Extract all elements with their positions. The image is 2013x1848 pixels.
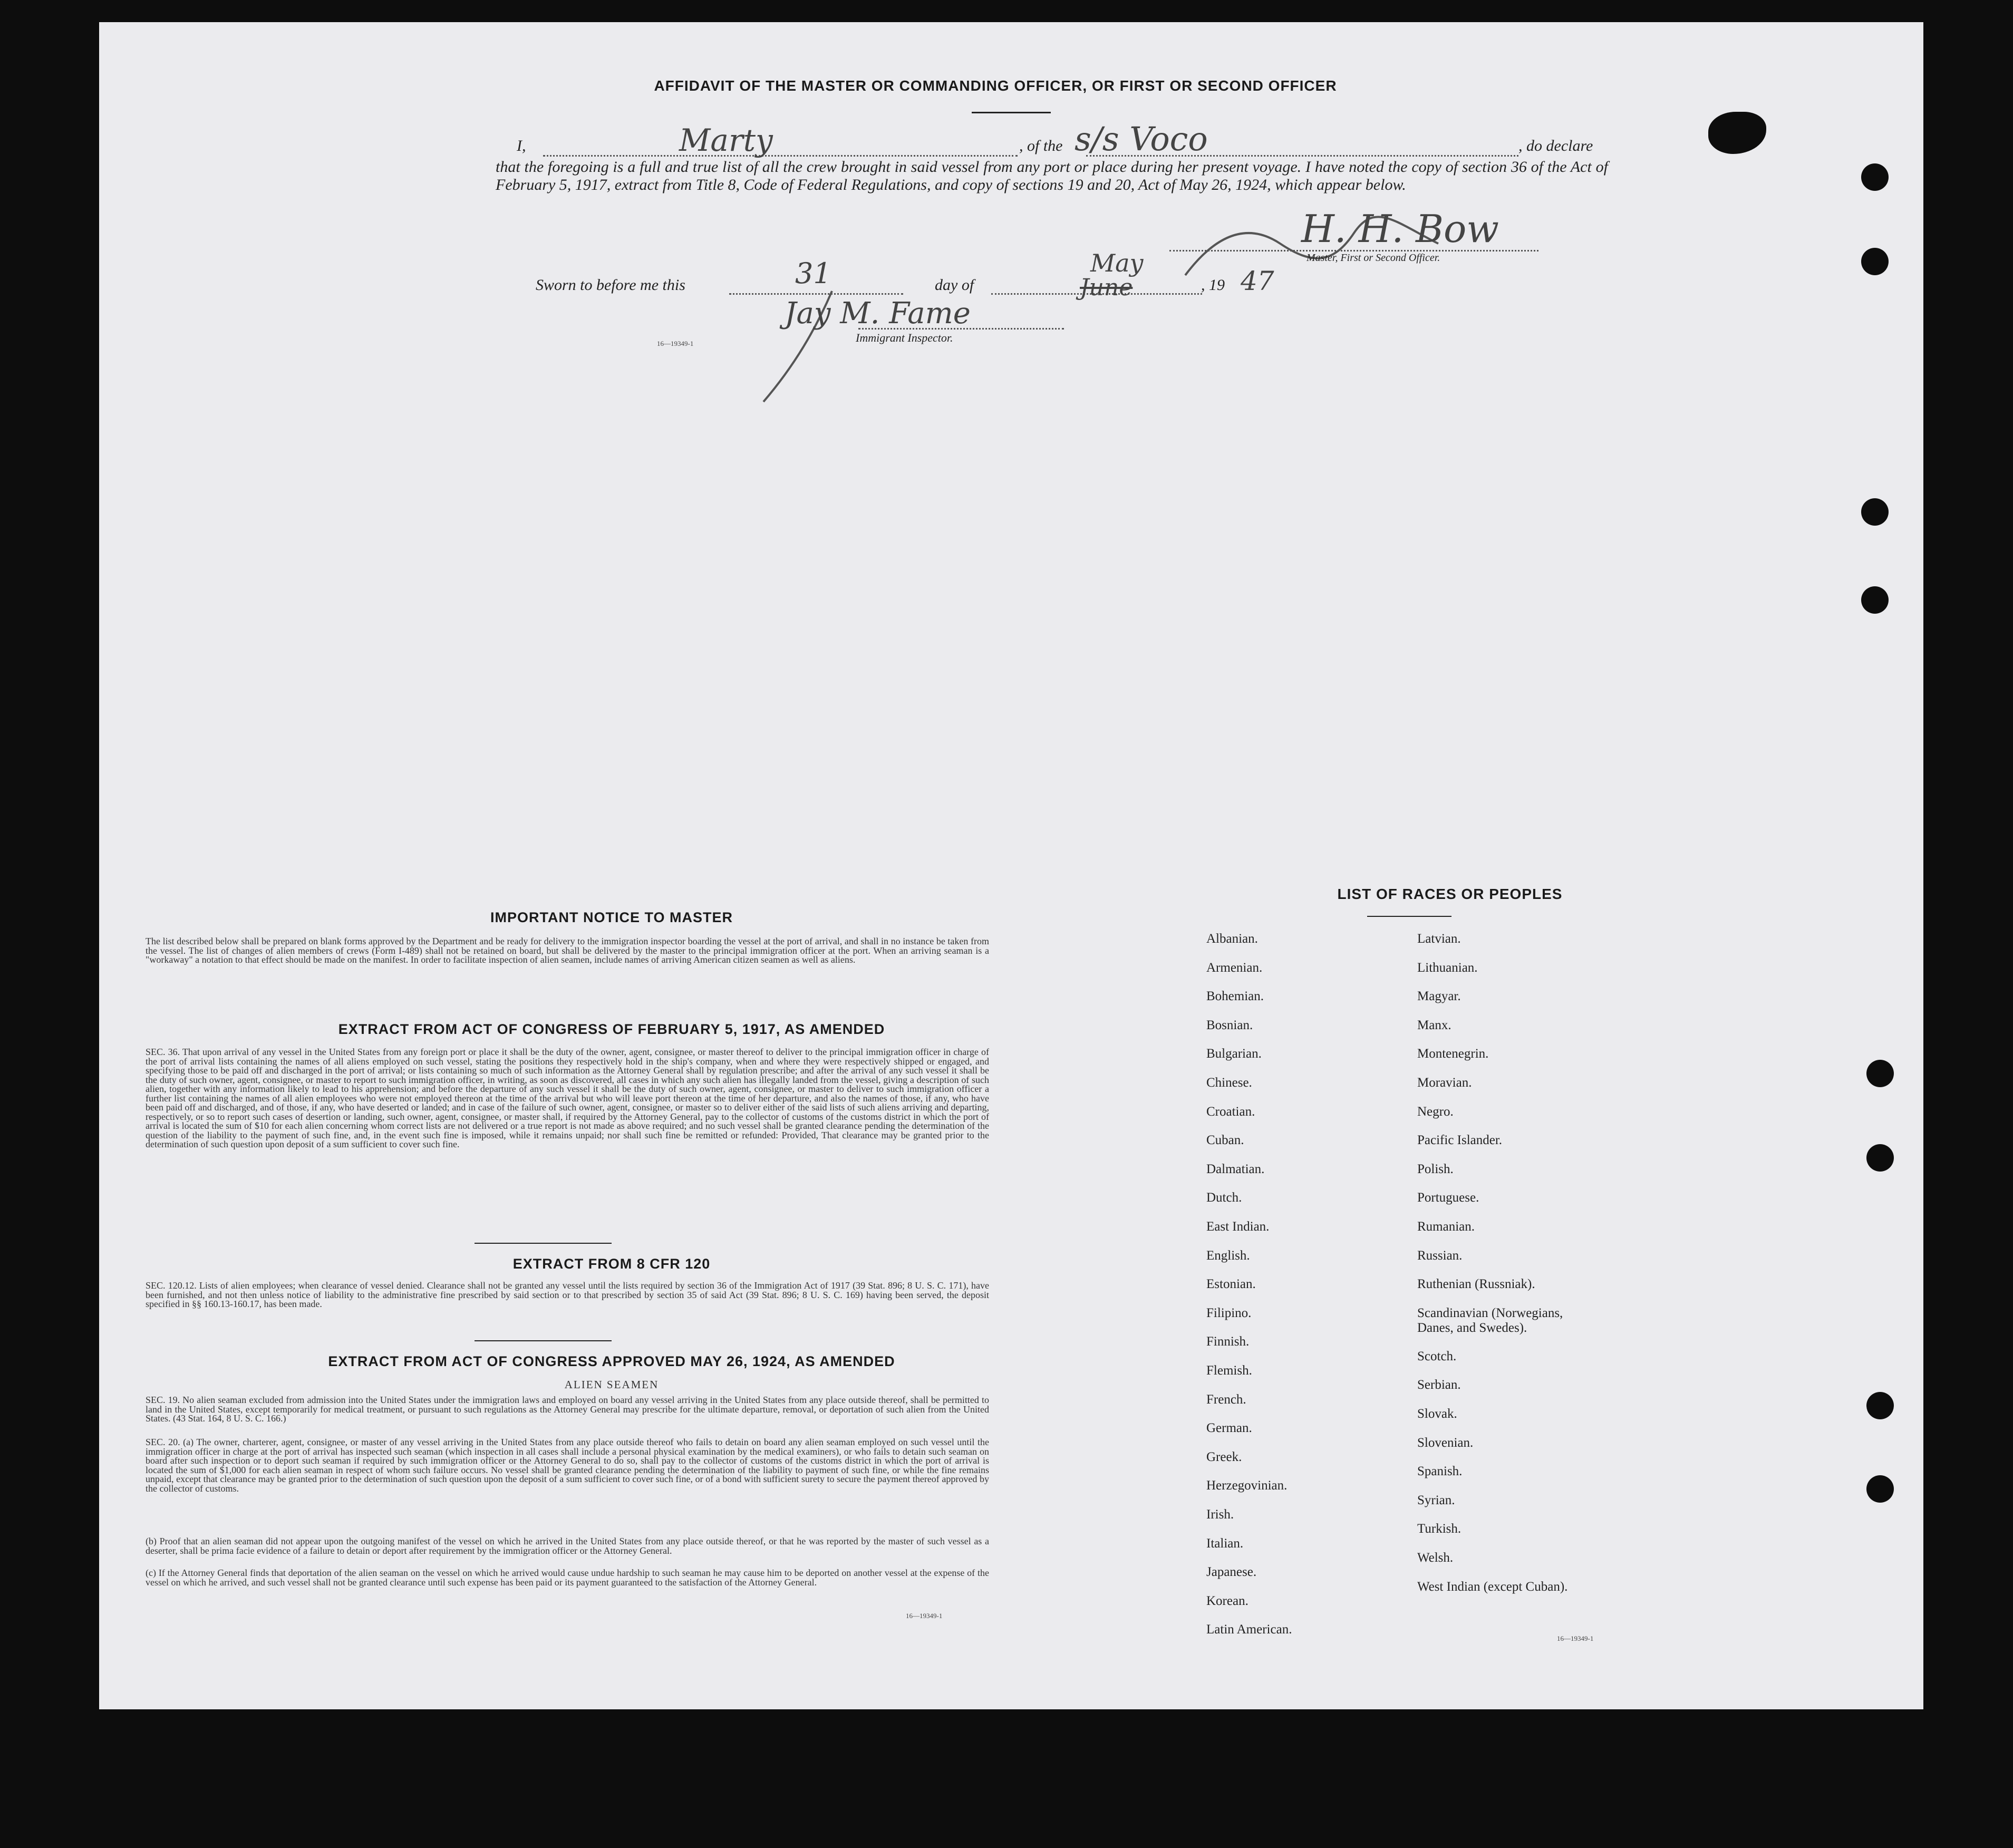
race-item: Polish. <box>1417 1162 1454 1176</box>
extract-cfr-text: SEC. 120.12. Lists of alien employees; when clearance of vessel denied. Clearance shall not be granted any vessel until the lists required by section 36 of the Immigration Act of 1917 (39 Stat. 896; 8 U. S. C. 171), have been furnished, and not then unless notice of liability to the administrative fine prescribed by said section or to that prescribed by section 35 of said Act (39 Stat. 896; 8 U. S. C. 169) having been served, the deposit specified in §§ 160.13-160.17, has been made. <box>146 1280 989 1309</box>
sec20c-text: (c) If the Attorney General finds that deportation of the alien seaman on the vessel on which he arrived would cause undue hardship to such seaman he may cause him to be deported on another vessel at the expense of the vessel on which he arrived, and such vessel shall not be granted clearance until such expense has been paid or its payment guaranteed to the satisfaction of the Attorney General. <box>146 1568 989 1588</box>
form-number-left: 16—19349-1 <box>906 1612 943 1620</box>
race-item: Scandinavian (Norwegians, <box>1417 1305 1563 1320</box>
declare-label: , do declare <box>1518 137 1593 154</box>
race-item: Ruthenian (Russniak). <box>1417 1277 1535 1292</box>
sworn-label: Sworn to before me this <box>536 276 685 294</box>
inspector-label: Immigrant Inspector. <box>856 331 953 344</box>
race-item: Serbian. <box>1417 1378 1461 1392</box>
binder-hole <box>1861 163 1889 191</box>
sec20b-text: (b) Proof that an alien seaman did not appear upon the outgoing manifest of the vessel on which he arrived in the United States from any place outside thereof, or that he was reported by the master of such vessel as a deserter, shall be prima facie evidence of a failure to detain or deport after requirement by the immigration officer or the Attorney General. <box>146 1536 989 1556</box>
name-handwritten: Marty <box>679 122 773 158</box>
alien-seamen-subtitle: ALIEN SEAMEN <box>564 1378 659 1391</box>
of-the-label: , of the <box>1019 137 1063 154</box>
race-item: Finnish. <box>1206 1334 1250 1349</box>
inspector-signature: Jay M. Fame <box>785 296 971 331</box>
race-item: Japanese. <box>1206 1565 1257 1580</box>
extract-1924-title: EXTRACT FROM ACT OF CONGRESS APPROVED MAY 26, 1924, AS AMENDED <box>328 1353 895 1369</box>
race-item: Dalmatian. <box>1206 1162 1265 1176</box>
year-prefix: , 19 <box>1201 276 1225 294</box>
extract-1917-text: SEC. 36. That upon arrival of any vessel in the United States from any foreign port or place it shall be the duty of the owner, agent, consignee, or master thereof to deliver to the principal immigration officer in charge of the port of arrival lists containing the names of all aliens employed on such vessel, stating the positions they respectively hold in the ship's company, when and where they were respectively shipped or engaged, and specifying those to be paid off and discharged in the port of arrival; or lists containing so much of such information as the Attorney General shall by regulation prescribe; and after the arrival of any such vessel it shall be the duty of such owner, agent, consignee, or master to report to such immigration officer, in writing, as soon as discovered, all cases in which any such alien has illegally landed from the vessel, giving a description of such alien, together with any information likely to lead to his apprehension; and before the departure of any such vessel it shall be the duty of such owner, agent, consignee, or master to deliver to such immigration officer a further list containing the names of all alien employees who were not employed thereon at the time of the arrival but who will leave port thereon at the time of her departure, and also the names of those, if any, who have been paid off and discharged, and of those, if any, who have deserted or landed; and in case of the failure of such owner, agent, consignee, or master so to deliver either of the said lists of such aliens arriving and departing, respectively, or so to report such cases of desertion or landing, such owner, agent, consignee, or master shall, if required by the Attorney General, pay to the collector of customs of the customs district in which the port of arrival is located the sum of $10 for each alien concerning whom correct lists are not delivered or a true report is not made as above required; and no such vessel shall be granted clearance pending the determination of the question of the liability to the payment of such fine, and, in the event such fine is imposed, while it remains unpaid; nor shall such fine be remitted or refunded: Provided, That clearance may be granted prior to the determination of such question upon deposit of a sum sufficient to cover such fine. <box>146 1047 989 1149</box>
race-item: German. <box>1206 1421 1252 1436</box>
notice-title: IMPORTANT NOTICE TO MASTER <box>490 910 733 925</box>
race-item: West Indian (except Cuban). <box>1417 1579 1568 1594</box>
races-title: LIST OF RACES OR PEOPLES <box>1337 886 1563 902</box>
divider-2 <box>475 1340 612 1341</box>
race-item: Armenian. <box>1206 960 1263 975</box>
race-item: Welsh. <box>1417 1551 1454 1565</box>
notice-text: The list described below shall be prepared on blank forms approved by the Department and be ready for delivery to the immigration inspector boarding the vessel at the port of arrival, and shall in no instance be taken from the vessel. The list of changes of alien members of crews (Form I-489) shall not be retained on board, but shall be delivered by the master to the principal immigration officer at the port. When an arriving seaman is a "workaway" a notation to that effect should be made on the manifest. In order to facilitate inspection of alien seamen, include names of arriving American citizen seamen as well as aliens. <box>146 936 989 965</box>
race-item: Magyar. <box>1417 989 1461 1004</box>
race-item: Pacific Islander. <box>1417 1133 1503 1148</box>
vessel-handwritten: s/s Voco <box>1075 120 1208 158</box>
month-handwritten: May <box>1090 249 1144 277</box>
affidavit-title: AFFIDAVIT OF THE MASTER OR COMMANDING OFFICER, OR FIRST OR SECOND OFFICER <box>654 78 1337 94</box>
race-item: Bosnian. <box>1206 1018 1253 1032</box>
race-item: Lithuanian. <box>1417 960 1478 975</box>
race-item: Greek. <box>1206 1449 1242 1464</box>
master-signature: H. H. Bow <box>1301 207 1499 251</box>
extract-cfr-title: EXTRACT FROM 8 CFR 120 <box>512 1256 711 1272</box>
race-item: Dutch. <box>1206 1191 1242 1205</box>
binder-hole <box>1866 1475 1894 1503</box>
race-item: Estonian. <box>1206 1277 1256 1292</box>
name-line <box>543 155 1018 157</box>
binder-hole <box>1866 1392 1894 1419</box>
day-handwritten: 31 <box>795 257 831 290</box>
race-item: Russian. <box>1417 1248 1463 1263</box>
race-item: Slovenian. <box>1417 1435 1474 1450</box>
divider-1 <box>475 1243 612 1244</box>
title-underline <box>972 112 1051 113</box>
binder-hole <box>1866 1144 1894 1172</box>
month-struck: June <box>1080 274 1133 301</box>
races-underline <box>1367 916 1451 917</box>
race-item: Rumanian. <box>1417 1220 1475 1234</box>
race-item: Negro. <box>1417 1104 1454 1119</box>
master-label: Master, First or Second Officer. <box>1306 252 1440 264</box>
race-item: Irish. <box>1206 1507 1234 1522</box>
year-handwritten: 47 <box>1241 266 1274 296</box>
race-item: Korean. <box>1206 1593 1249 1608</box>
race-item: Latin American. <box>1206 1622 1292 1637</box>
race-item: Syrian. <box>1417 1493 1455 1507</box>
race-item: Cuban. <box>1206 1133 1244 1148</box>
sec19-text: SEC. 19. No alien seaman excluded from admission into the United States under the immigration laws and employed on board any vessel arriving in the United States from any place outside thereof, shall be permitted to land in the United States, except temporarily for medical treatment, or pursuant to such regulations as the Attorney General may prescribe for the ultimate departure, removal, or deportation of such alien from the United States. (43 Stat. 164, 8 U. S. C. 166.) <box>146 1395 989 1424</box>
form-number-top: 16—19349-1 <box>657 340 694 347</box>
extract-1917-title: EXTRACT FROM ACT OF CONGRESS OF FEBRUARY 5, 1917, AS AMENDED <box>338 1021 885 1037</box>
binder-hole <box>1861 586 1889 614</box>
binder-hole <box>1861 498 1889 526</box>
race-item: Latvian. <box>1417 932 1461 946</box>
day-of-label: day of <box>935 276 974 294</box>
binder-hole <box>1866 1060 1894 1087</box>
race-item: Turkish. <box>1417 1522 1462 1536</box>
binder-hole <box>1861 248 1889 275</box>
race-item: Moravian. <box>1417 1076 1472 1090</box>
race-item: Herzegovinian. <box>1206 1478 1288 1493</box>
declaration-text: that the foregoing is a full and true list of all the crew brought in said vessel from any port or place during her present voyage. I have noted the copy of section 36 of the Act of February 5, 1917, extract from Title 8, Code of Federal Regulations, and copy of sections 19 and 20, Act of May 26, 1924, which appear below. <box>496 158 1608 193</box>
race-item: Bohemian. <box>1206 989 1264 1004</box>
race-item: Portuguese. <box>1417 1191 1479 1205</box>
race-item: Bulgarian. <box>1206 1047 1262 1061</box>
race-item: Flemish. <box>1206 1363 1252 1378</box>
race-item: Manx. <box>1417 1018 1451 1032</box>
race-item: Croatian. <box>1206 1104 1255 1119</box>
race-item: Montenegrin. <box>1417 1047 1489 1061</box>
i-label: I, <box>517 137 526 154</box>
race-item: East Indian. <box>1206 1220 1270 1234</box>
race-item: Slovak. <box>1417 1407 1457 1421</box>
sec20a-text: SEC. 20. (a) The owner, charterer, agent, consignee, or master of any vessel arriving in the United States from any place outside thereof who fails to detain on board any alien seaman employed on such vessel until the immigration officer in charge at the port of arrival has inspected such seaman (which inspection in all cases shall include a personal physical examination by the medical examiners), or who fails to detain such seaman on board after such inspection or to deport such seaman if required by such immigration officer or the Attorney General to do so, shall pay to the collector of customs of the customs district in which the port of arrival is located the sum of $1,000 for each alien seaman in respect of whom such failure occurs. No vessel shall be granted clearance pending the determination of the liability to payment of such fine, or while the fine remains unpaid, except that clearance may be granted prior to the determination of such question upon the deposit of a sum sufficient to cover such fine, or of a bond with sufficient surety to secure the payment thereof approved by the collector of customs. <box>146 1437 989 1494</box>
race-item: Spanish. <box>1417 1464 1463 1479</box>
race-item: Filipino. <box>1206 1305 1252 1320</box>
race-item: French. <box>1206 1392 1246 1407</box>
race-item: Danes, and Swedes). <box>1417 1320 1527 1335</box>
document-page <box>99 22 1923 1709</box>
race-item: Scotch. <box>1417 1349 1457 1363</box>
race-item: English. <box>1206 1248 1250 1263</box>
race-item: Chinese. <box>1206 1076 1252 1090</box>
form-number-right: 16—19349-1 <box>1557 1634 1594 1642</box>
race-item: Italian. <box>1206 1536 1244 1551</box>
race-item: Albanian. <box>1206 932 1258 946</box>
